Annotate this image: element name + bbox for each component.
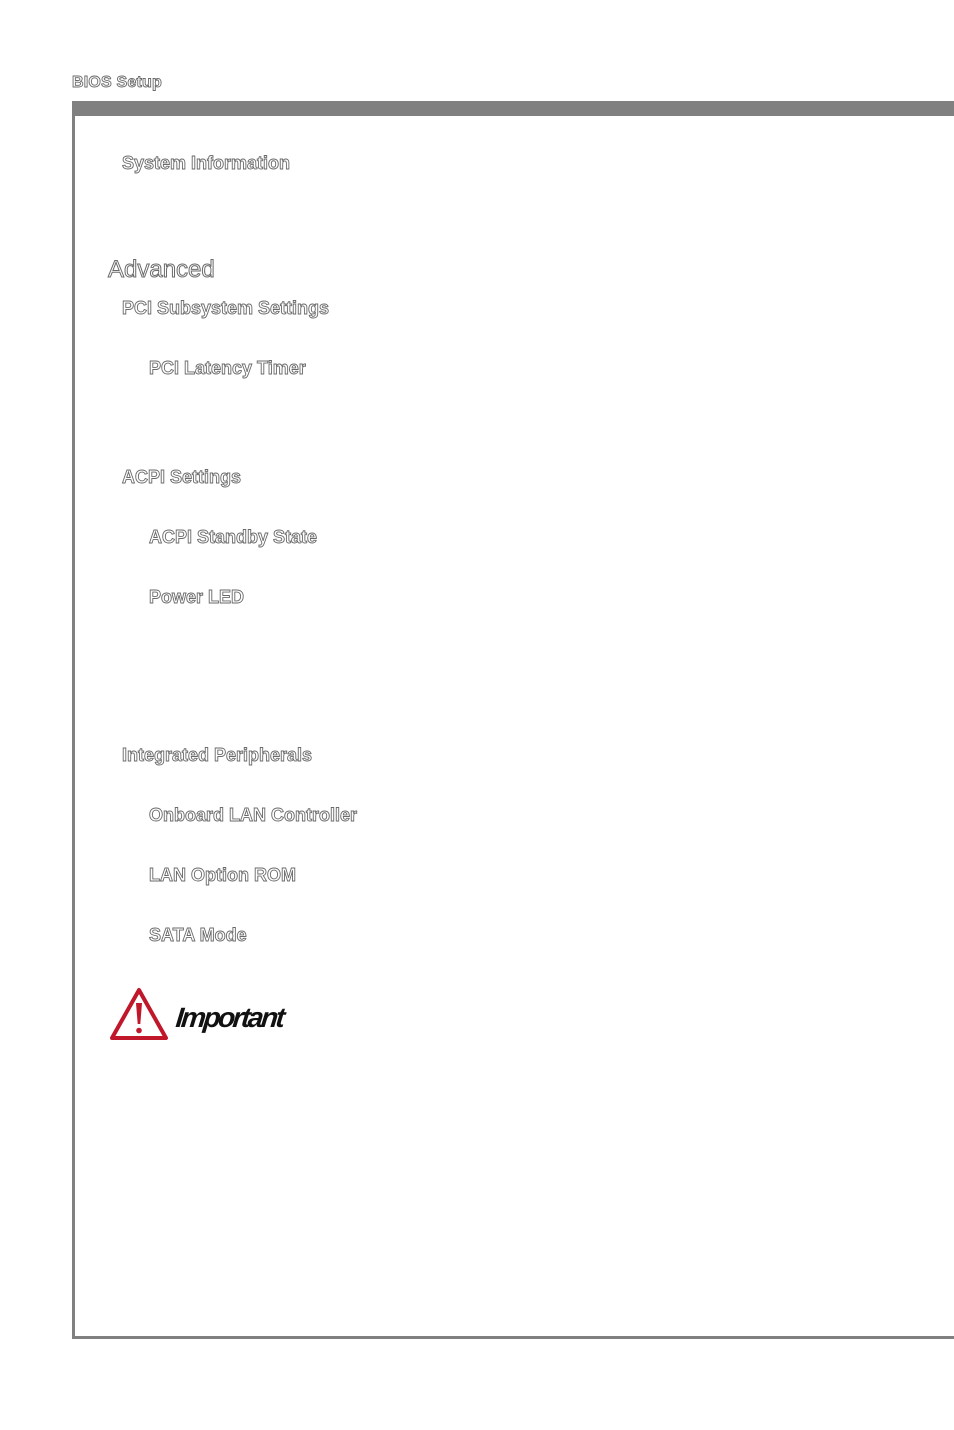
acpi-standby-state-item: ACPI Standby State — [149, 527, 318, 547]
lan-option-rom-item: LAN Option ROM — [149, 865, 296, 885]
power-led-item: Power LED — [149, 587, 245, 607]
pci-latency-timer-item: PCI Latency Timer — [149, 358, 306, 378]
integrated-peripherals-heading: Integrated Peripherals — [122, 745, 313, 765]
bottom-border — [72, 1336, 954, 1339]
warning-triangle-icon — [108, 986, 170, 1042]
acpi-settings-heading: ACPI Settings — [122, 467, 242, 487]
important-note — [108, 986, 283, 1042]
header-bar — [72, 101, 954, 116]
header-label: BIOS Setup — [72, 74, 163, 91]
onboard-lan-controller-item: Onboard LAN Controller — [149, 805, 357, 825]
system-information-heading: System Information — [122, 153, 291, 173]
left-border — [72, 101, 75, 1339]
section-title-advanced: Advanced — [108, 256, 215, 283]
pci-subsystem-heading: PCI Subsystem Settings — [122, 298, 330, 318]
important-label: Important — [174, 1002, 285, 1033]
sata-mode-item: SATA Mode — [149, 925, 247, 945]
